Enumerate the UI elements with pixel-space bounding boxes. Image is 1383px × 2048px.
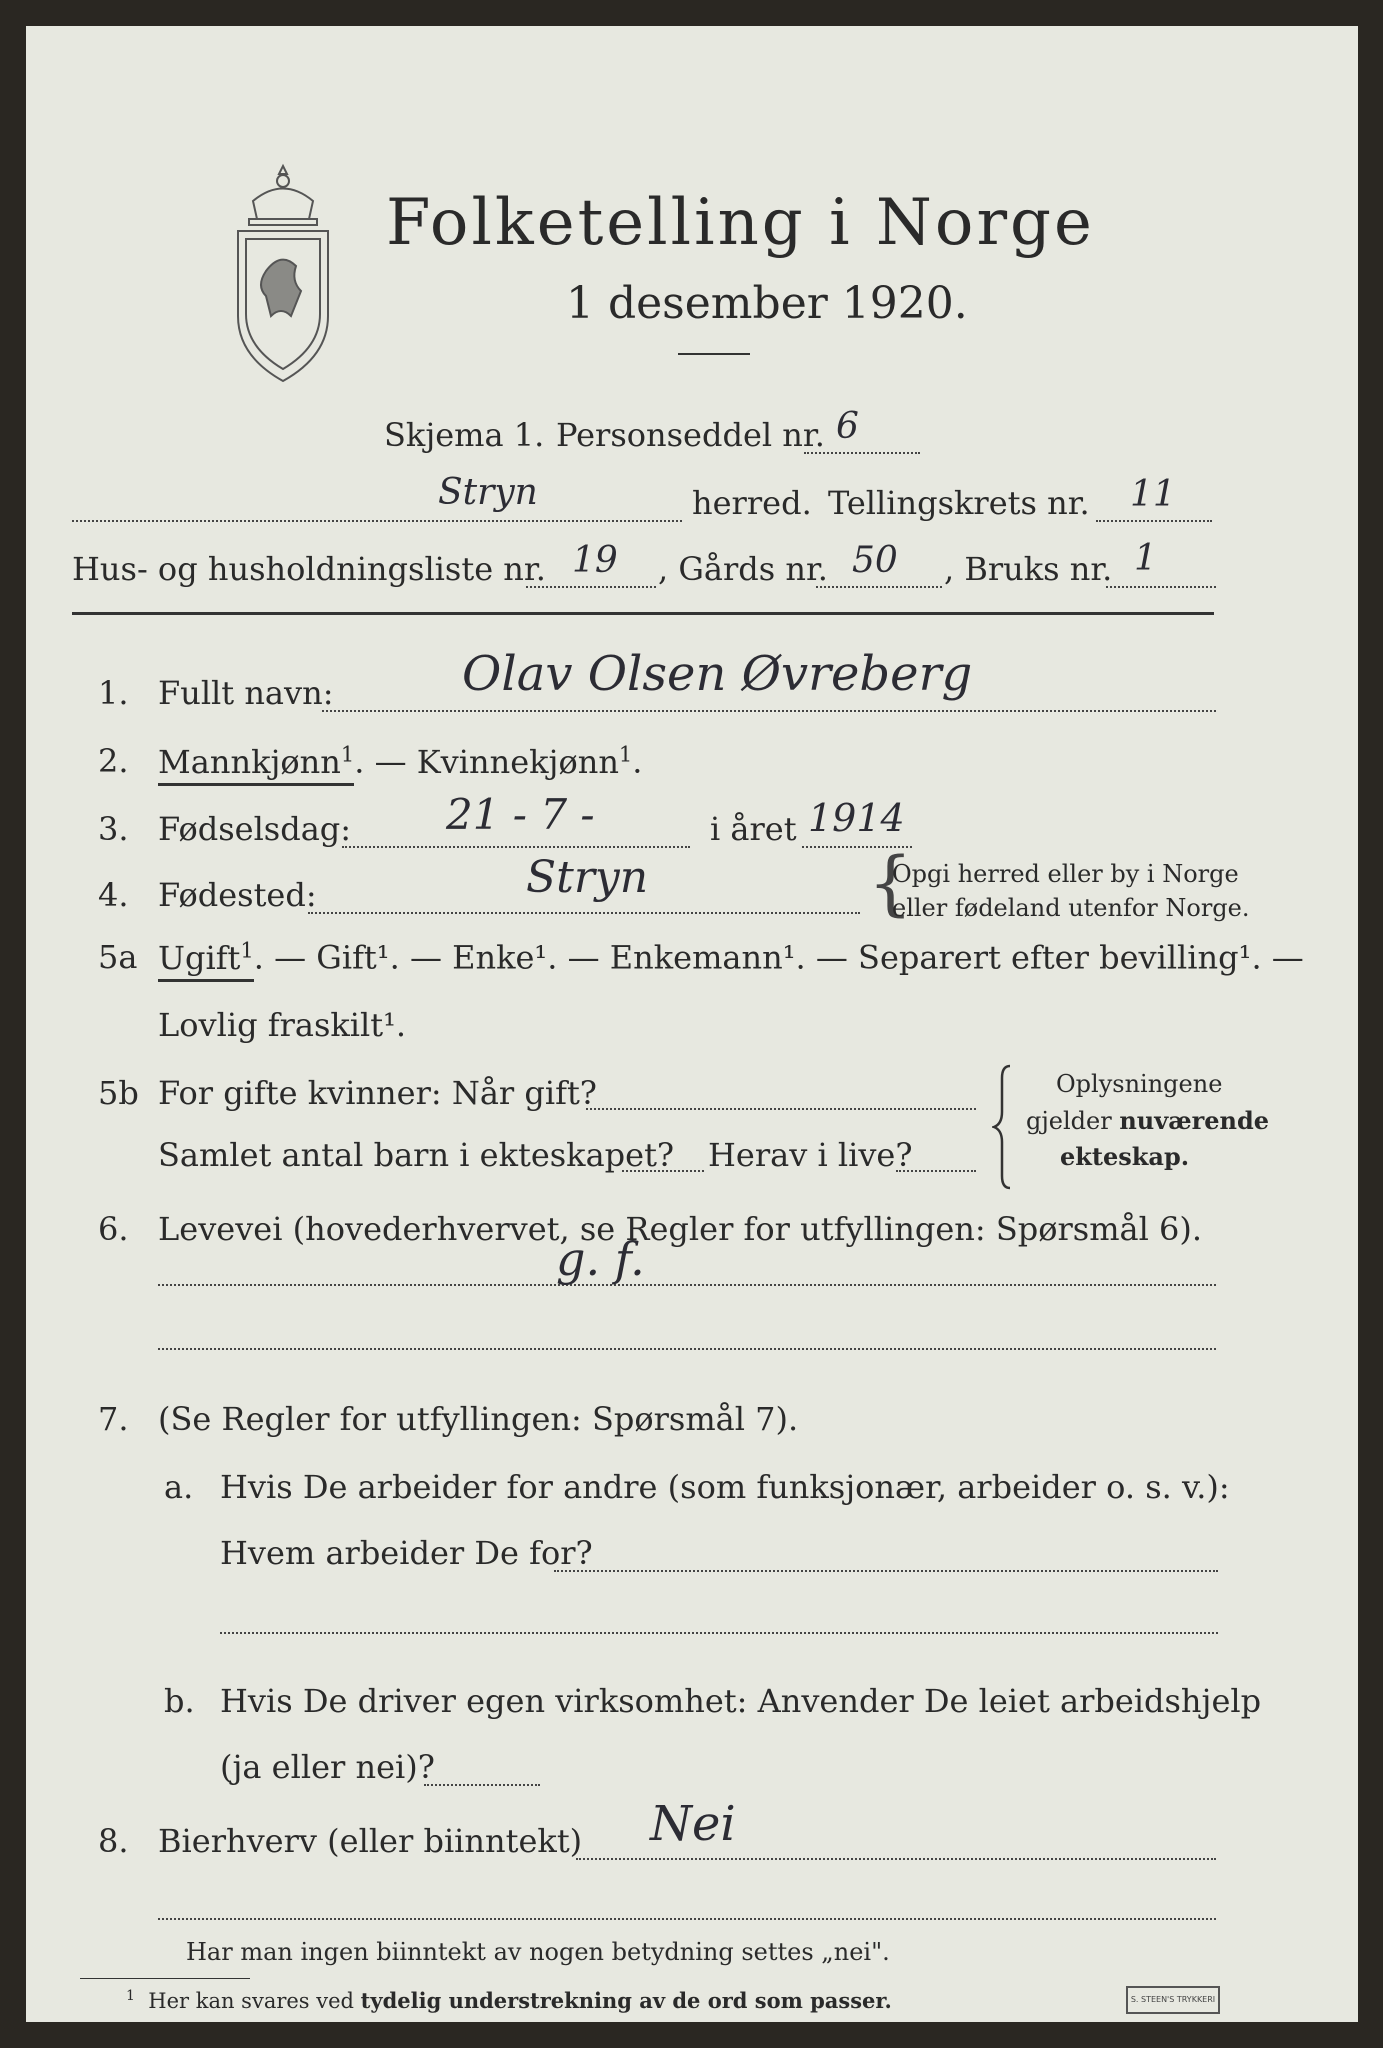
skjema-label: Skjema 1. (384, 416, 545, 454)
census-date: 1 desember 1920. (566, 278, 968, 329)
q7a-number: a. (164, 1468, 194, 1506)
q5b-number: 5b (98, 1074, 139, 1112)
q8-number: 8. (98, 1822, 129, 1860)
birthdate-label: Fødselsdag: (158, 810, 352, 848)
q1-number: 1. (98, 674, 129, 712)
birthplace-note-2: eller fødeland utenfor Norge. (892, 894, 1250, 922)
gender-options: Mannkjønn$^1$. — Kvinnekjønn$^1$. (158, 742, 642, 781)
q7-number: 7. (98, 1400, 129, 1438)
gards-value[interactable]: 50 (852, 540, 898, 581)
personseddel-label: Personseddel nr. (556, 416, 825, 454)
personseddel-line (804, 452, 920, 454)
tellingskrets-label: Tellingskrets nr. (828, 484, 1090, 522)
side-income-note: Har man ingen biinntekt av nogen betydning settes „nei". (186, 1938, 890, 1966)
q7a-question: Hvis De arbeider for andre (som funksjonær, arbeider o. s. v.): (220, 1468, 1230, 1506)
gards-label: , Gårds nr. (658, 550, 828, 588)
q7b-question: Hvis De driver egen virksomhet: Anvender De leiet arbeidshjelp (220, 1682, 1262, 1720)
tellingskrets-line (1096, 520, 1212, 522)
side-income-label: Bierhverv (eller biinntekt) (158, 1822, 583, 1860)
hired-help-line (424, 1784, 540, 1786)
q3-number: 3. (98, 810, 129, 848)
children-count-label: Samlet antal barn i ekteskapet? (158, 1136, 675, 1174)
employer-line-1 (554, 1570, 1218, 1572)
q5a-number: 5a (98, 938, 138, 976)
herred-value[interactable]: Stryn (438, 472, 538, 513)
form-title: Folketelling i Norge (386, 186, 1095, 260)
marriage-note-2: gjelder nuværende (1026, 1106, 1270, 1135)
q7b-number: b. (164, 1682, 195, 1720)
birthplace-value[interactable]: Stryn (526, 852, 649, 903)
q2-number: 2. (98, 742, 129, 780)
bruks-value[interactable]: 1 (1134, 538, 1157, 579)
footnote: $^1$ Her kan svares ved tydelig understrekning av de ord som passer. (126, 1988, 892, 2013)
tellingskrets-value[interactable]: 11 (1130, 474, 1176, 515)
birthdate-line (342, 846, 690, 848)
marriage-note-brace (992, 1062, 1016, 1192)
marital-options-line2[interactable]: Lovlig fraskilt¹. (158, 1006, 407, 1044)
children-alive-label: Herav i live? (708, 1136, 913, 1174)
coat-of-arms-icon (226, 161, 341, 386)
printer-stamp: S. STEEN'S TRYKKERI (1126, 1986, 1220, 2014)
husliste-value[interactable]: 19 (572, 540, 618, 581)
q7-label: (Se Regler for utfyllingen: Spørsmål 7). (158, 1400, 799, 1438)
employer-line-2 (220, 1632, 1218, 1634)
hired-help-label: (ja eller nei)? (220, 1748, 435, 1786)
side-income-value[interactable]: Nei (650, 1796, 736, 1852)
title-divider (678, 353, 750, 355)
children-count-line (622, 1170, 704, 1172)
option-female[interactable]: Kvinnekjønn$^1$ (416, 742, 633, 781)
marriage-note-3: ekteskap. (1060, 1142, 1190, 1171)
birthdate-value[interactable]: 21 - 7 - (446, 790, 595, 839)
husliste-label: Hus- og husholdningsliste nr. (72, 550, 546, 588)
birthplace-line (308, 912, 860, 914)
herred-label: herred. (692, 484, 812, 522)
option-male[interactable]: Mannkjønn$^1$ (158, 743, 354, 786)
full-name-label: Fullt navn: (158, 674, 334, 712)
gards-line (816, 586, 942, 588)
bruks-line (1106, 586, 1216, 588)
married-when-line (586, 1108, 976, 1110)
bruks-label: , Bruks nr. (944, 550, 1113, 588)
birthyear-label: i året (710, 810, 797, 848)
q6-number: 6. (98, 1210, 129, 1248)
husliste-line (526, 586, 656, 588)
marriage-note-1: Oplysningene (1056, 1070, 1223, 1098)
footnote-rule (80, 1978, 250, 1979)
occupation-value[interactable]: g. f. (556, 1232, 645, 1286)
header-rule (72, 612, 1214, 615)
birthplace-label: Fødested: (158, 876, 317, 914)
full-name-line (322, 710, 1216, 712)
option-ugift[interactable]: Ugift$^1$ (158, 939, 254, 982)
side-income-line-2 (158, 1918, 1216, 1920)
personseddel-value[interactable]: 6 (836, 406, 859, 447)
occupation-line-1 (158, 1284, 1216, 1286)
birthplace-brace: { (868, 842, 913, 924)
census-form (26, 26, 1358, 2022)
q4-number: 4. (98, 876, 129, 914)
employer-label: Hvem arbeider De for? (220, 1534, 593, 1572)
married-when-label: For gifte kvinner: Når gift? (158, 1074, 597, 1112)
side-income-line-1 (576, 1858, 1216, 1860)
occupation-label: Levevei (hovederhvervet, se Regler for utfyllingen: Spørsmål 6). (158, 1210, 1203, 1248)
full-name-value[interactable]: Olav Olsen Øvreberg (462, 646, 973, 702)
birthplace-note-1: Opgi herred eller by i Norge (892, 860, 1239, 888)
marital-options: Ugift$^1$. — Gift¹. — Enke¹. — Enkemann¹. — Separert efter bevilling¹. — (158, 938, 1304, 977)
children-alive-line (896, 1170, 976, 1172)
herred-line (72, 520, 682, 522)
birthyear-value[interactable]: 1914 (808, 796, 905, 840)
occupation-line-2 (158, 1348, 1216, 1350)
